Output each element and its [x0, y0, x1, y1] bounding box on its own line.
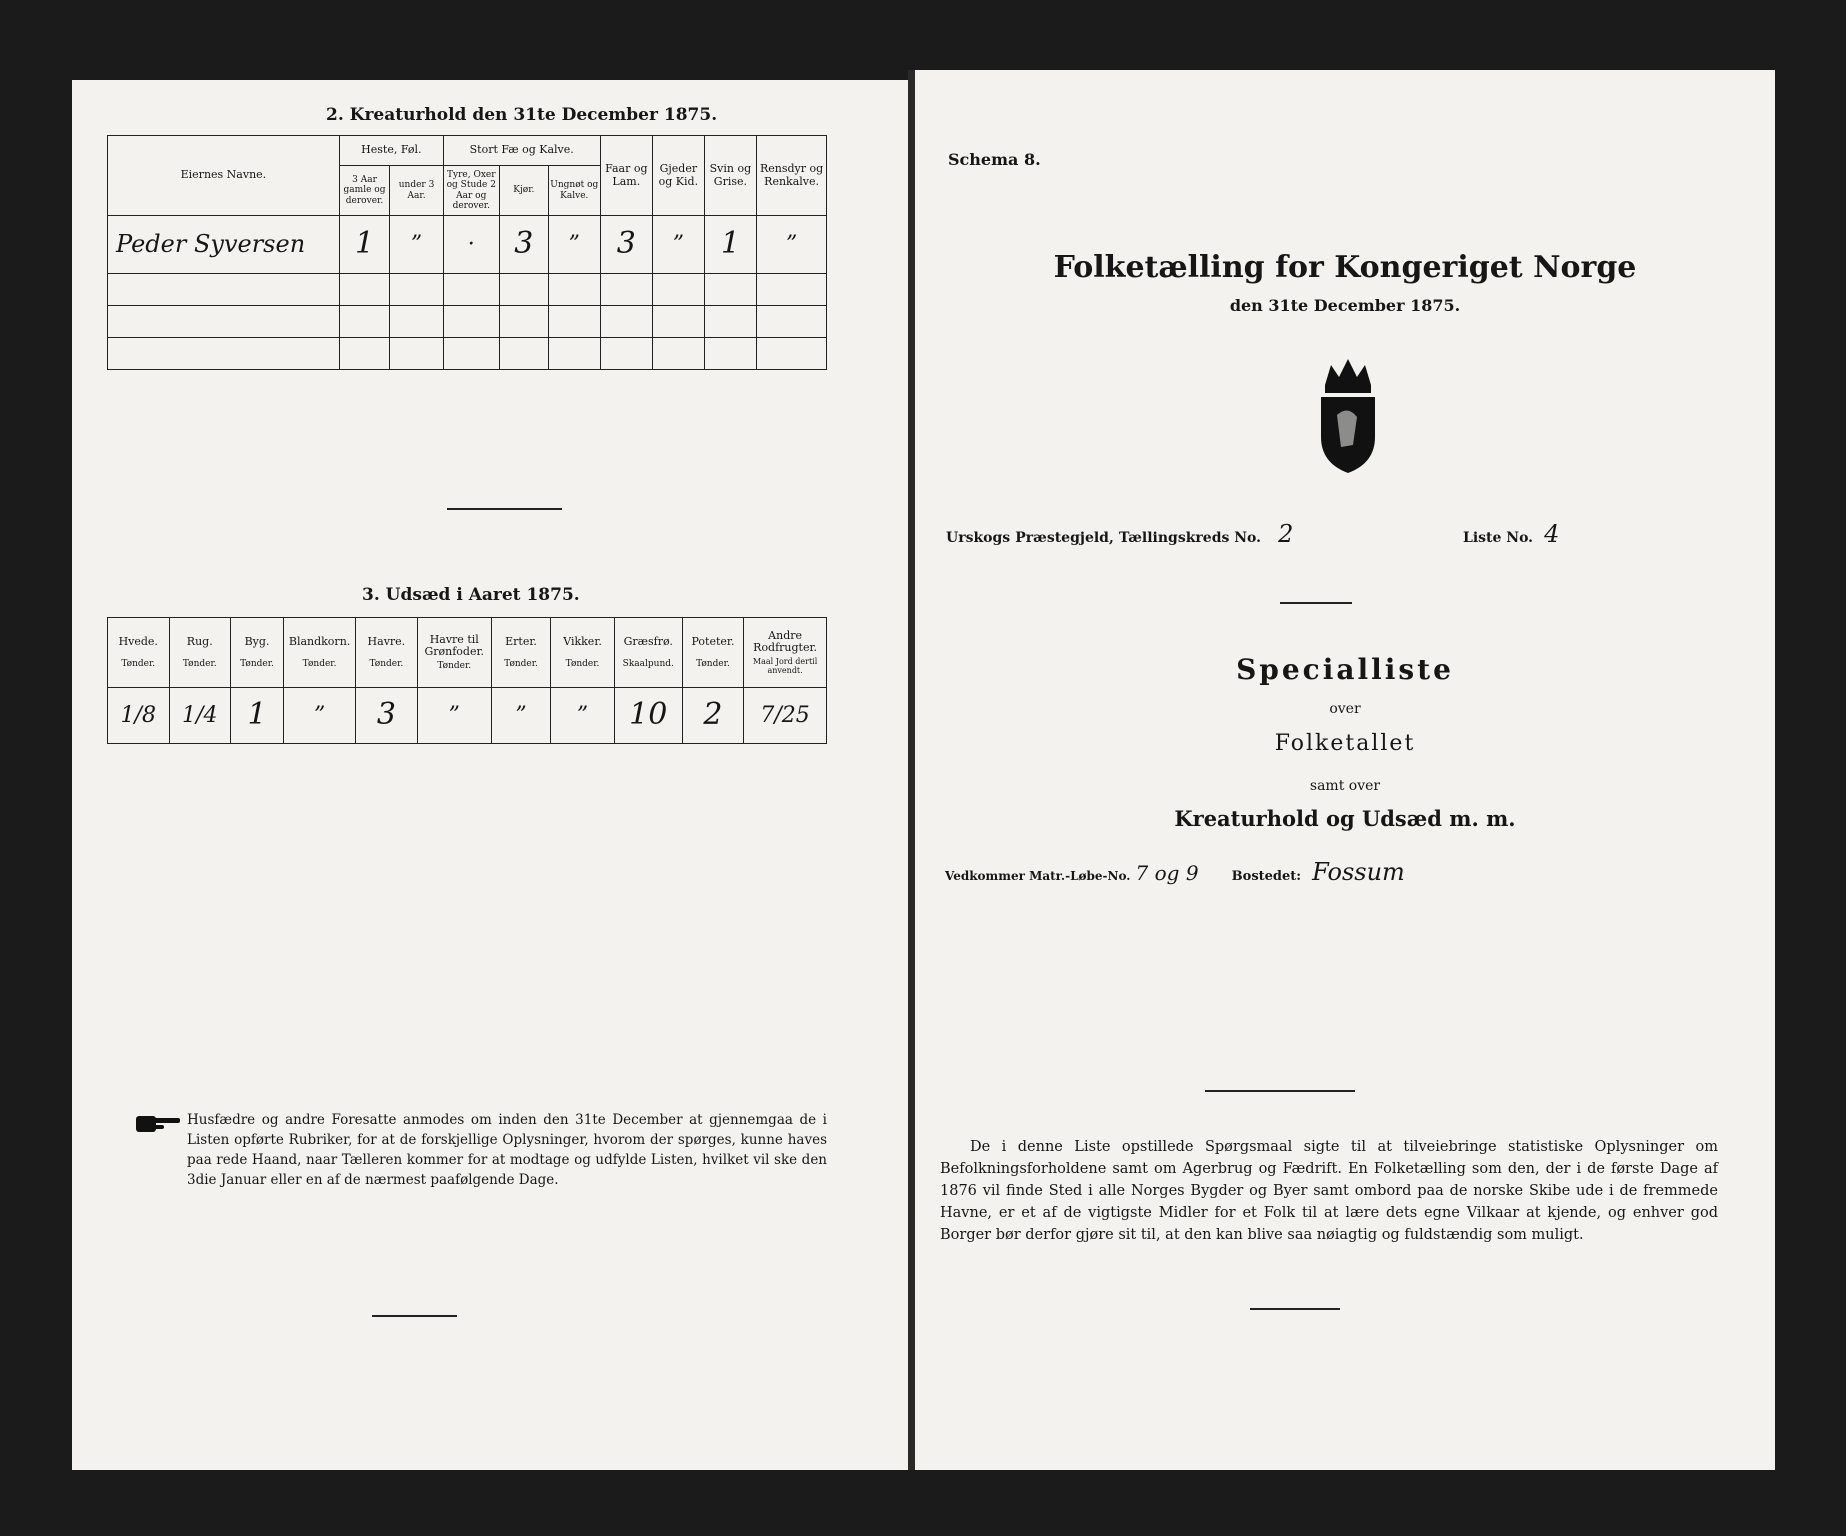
cell-heste-under3: ”: [410, 231, 423, 257]
cell-andre: 7/25: [760, 702, 810, 728]
kreaturhold-title: 2. Kreaturhold den 31te December 1875.: [326, 105, 718, 125]
header-vikker: Vikker.: [563, 635, 602, 648]
cell-gjeder: ”: [672, 231, 684, 257]
cell-faar: 3: [616, 226, 636, 262]
header-poteter: Poteter.: [691, 635, 735, 648]
cell-poteter: 2: [703, 697, 723, 733]
cell-havre: 3: [376, 697, 396, 733]
header-blandkorn: Blandkorn.: [288, 635, 351, 648]
unit-hvede: Tønder.: [121, 658, 156, 669]
cell-tyre: ·: [467, 231, 475, 257]
header-erter: Erter.: [505, 635, 537, 648]
unit-blandkorn: Tønder.: [302, 658, 337, 669]
cell-hvede: 1/8: [120, 702, 156, 728]
unit-graesfro: Skaalpund.: [622, 658, 674, 669]
pointing-hand-icon: [134, 1110, 182, 1136]
kreds-label: Tællingskreds No.: [1118, 530, 1262, 546]
header-rug: Rug.: [186, 635, 213, 648]
census-date: den 31te December 1875.: [1229, 296, 1461, 315]
left-page: [72, 80, 912, 1470]
table-row: [108, 338, 827, 370]
unit-byg: Tønder.: [240, 658, 274, 669]
header-owner: Eiernes Navne.: [108, 136, 340, 216]
cell-svin: 1: [720, 226, 740, 262]
location-line: [946, 520, 1293, 548]
unit-rug: Tønder.: [182, 658, 217, 669]
divider: [447, 508, 562, 510]
table-row: [108, 688, 827, 744]
cell-ungnoed: ”: [568, 231, 580, 257]
cell-havre-gron: ”: [448, 702, 460, 728]
header-graesfro: Græsfrø.: [623, 635, 673, 648]
cell-byg: 1: [247, 697, 267, 733]
header-tyre: Tyre, Oxer og Stude 2 Aar og derover.: [443, 166, 499, 216]
matr-label: Vedkommer Matr.-Løbe-No.: [945, 869, 1131, 883]
header-rensdyr: Rensdyr og Renkalve.: [757, 136, 827, 216]
instruction-note: Husfædre og andre Foresatte anmodes om inden den 31te December at gjennemgaa de i Listen opførte Rubriker, for at de forskjellige Oplysninger, hvorom der spørges, kunne haves paa rede Haand, naar Tælleren kommer for at modtage og udfylde Listen, hvilket vil ske den 3die Januar eller en af de nærmest paafølgende Dage.: [187, 1112, 827, 1188]
cell-graesfro: 10: [629, 697, 668, 733]
cell-kjoer: 3: [514, 226, 534, 262]
cell-rensdyr: ”: [785, 231, 798, 257]
unit-havre-gron: Tønder.: [437, 660, 472, 671]
kreaturhold-heading: Kreaturhold og Udsæd m. m.: [1174, 806, 1516, 831]
header-byg: Byg.: [244, 635, 270, 648]
unit-erter: Tønder.: [504, 658, 538, 669]
prestegjeld-label: Præstegjeld,: [1015, 530, 1114, 546]
owner-name: Peder Syversen: [116, 229, 306, 258]
header-heste-under3: under 3 Aar.: [390, 166, 444, 216]
cell-blandkorn: ”: [313, 702, 326, 728]
prestegjeld-name: Urskogs: [946, 530, 1011, 546]
header-faar: Faar og Lam.: [600, 136, 653, 216]
header-havre-gron: Havre til Grønfoder.: [424, 632, 484, 659]
header-heste-3up: 3 Aar gamle og derover.: [339, 166, 389, 216]
folketallet-heading: Folketallet: [1274, 731, 1416, 756]
over-text: over: [1329, 701, 1361, 717]
table-row: [108, 274, 827, 306]
liste-line: [1463, 520, 1559, 548]
matr-line: [945, 858, 1405, 886]
header-heste: Heste, Føl.: [339, 136, 443, 166]
liste-label: Liste No.: [1463, 530, 1534, 546]
kreaturhold-table: [107, 135, 827, 370]
header-kjoer: Kjør.: [499, 166, 548, 216]
header-stortfae: Stort Fæ og Kalve.: [443, 136, 600, 166]
header-svin: Svin og Grise.: [704, 136, 757, 216]
header-havre: Havre.: [367, 635, 406, 648]
header-gjeder: Gjeder og Kid.: [653, 136, 705, 216]
specialliste-heading: Specialliste: [1236, 653, 1454, 686]
header-hvede: Hvede.: [118, 635, 158, 648]
header-andre: Andre Rodfrugter.: [753, 628, 818, 655]
samt-over-text: samt over: [1309, 778, 1381, 794]
divider: [372, 1315, 457, 1317]
schema-label: Schema 8.: [948, 150, 1041, 169]
liste-value: 4: [1544, 520, 1560, 548]
matr-value: 7 og 9: [1135, 861, 1199, 885]
coat-of-arms-icon: [1313, 355, 1383, 475]
header-ungnoed: Ungnøt og Kalve.: [549, 166, 601, 216]
explanation-paragraph: De i denne Liste opstillede Spørgsmaal sigte til at tilveiebringe statistiske Oplysninger om Befolkningsforholdene samt om Agerbrug og Fædrift. En Folketælling som den, der i de første Dage af 1876 vil finde Sted i alle Norges Bygder og Byer samt ombord paa de norske Skibe ude i de fremmede Havne, er et af de vigtigste Midler for et Folk til at lære dets egne Vilkaar at kjende, og enhver god Borger bør derfor gjøre sit til, at den kan blive saa nøiagtig og fuldstændig som muligt.: [940, 1139, 1718, 1243]
cell-heste-3up: 1: [354, 226, 375, 262]
unit-havre: Tønder.: [369, 658, 404, 669]
table-row: [108, 216, 827, 274]
divider: [1280, 602, 1352, 604]
unit-andre: Maal Jord dertil anvendt.: [752, 656, 818, 676]
table-row: [108, 306, 827, 338]
divider: [1205, 1090, 1355, 1092]
udsaed-table: [107, 617, 827, 744]
page-title: Folketælling for Kongeriget Norge: [1053, 250, 1637, 285]
bosted-value: Fossum: [1312, 858, 1405, 886]
right-page: [915, 70, 1775, 1470]
kreds-value: 2: [1278, 520, 1294, 548]
cell-erter: ”: [515, 702, 527, 728]
cell-vikker: ”: [576, 702, 589, 728]
cell-rug: 1/4: [182, 702, 218, 728]
bosted-label: Bostedet:: [1231, 869, 1302, 884]
unit-poteter: Tønder.: [696, 658, 730, 669]
unit-vikker: Tønder.: [565, 658, 600, 669]
udsaed-title: 3. Udsæd i Aaret 1875.: [362, 585, 580, 605]
divider: [1250, 1308, 1340, 1310]
